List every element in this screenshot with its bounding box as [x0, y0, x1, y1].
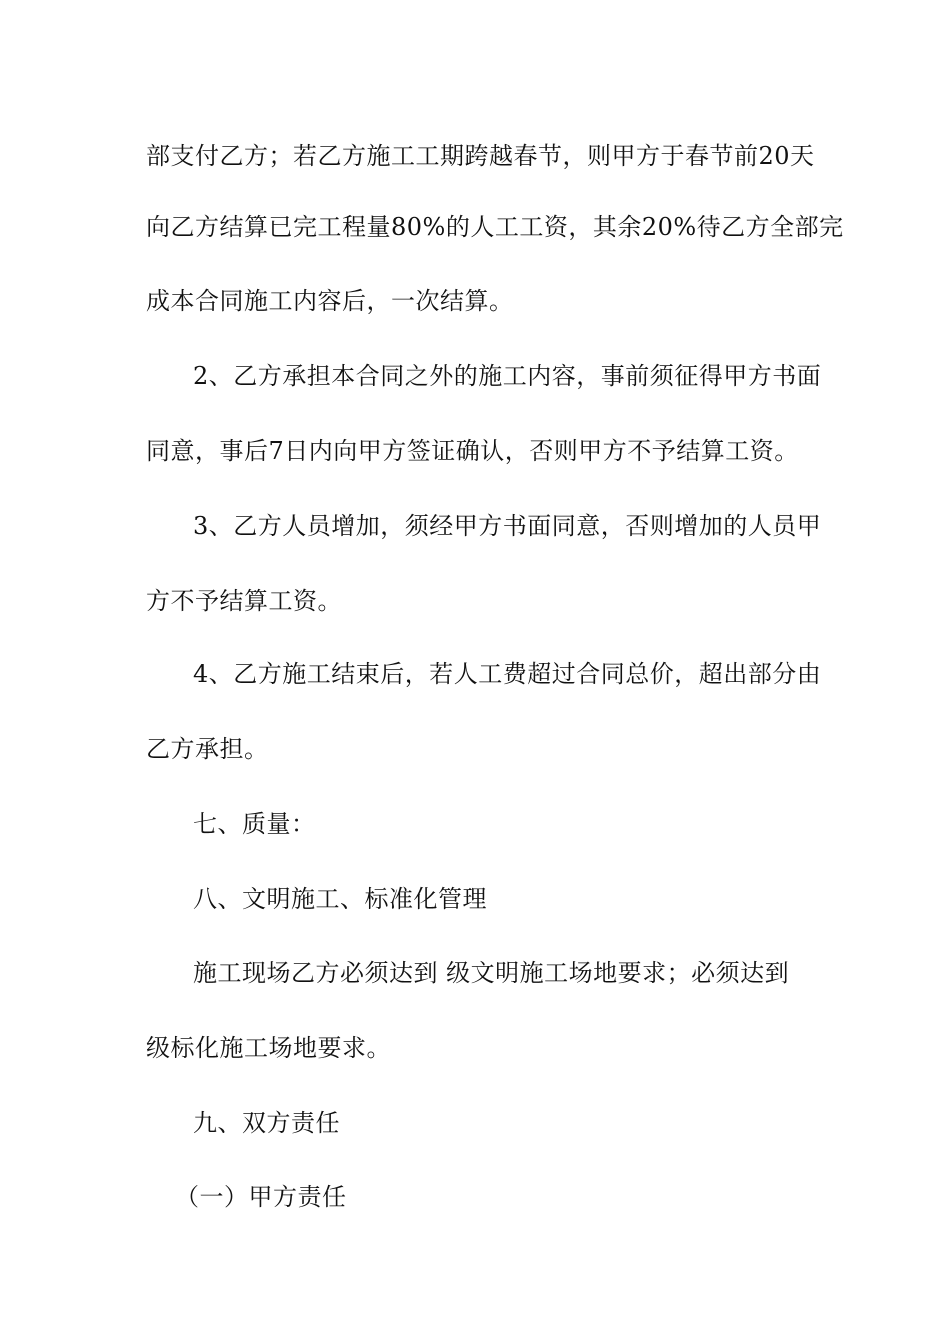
- paragraph-line: 方不予结算工资。: [146, 587, 342, 615]
- clause-4-line: 4、乙方施工结束后，若人工费超过合同总价，超出部分由: [193, 660, 822, 688]
- clause-3-line: 3、乙方人员增加，须经甲方书面同意，否则增加的人员甲: [193, 512, 822, 540]
- paragraph-line: 向乙方结算已完工程量80%的人工工资，其余20%待乙方全部完: [146, 213, 844, 241]
- section-heading-civilized-construction: 八、文明施工、标准化管理: [193, 885, 487, 913]
- paragraph-line: 乙方承担。: [146, 735, 269, 763]
- clause-2-line: 2、乙方承担本合同之外的施工内容，事前须征得甲方书面: [193, 362, 822, 390]
- section-heading-quality: 七、质量：: [193, 810, 316, 838]
- paragraph-line: 部支付乙方；若乙方施工工期跨越春节，则甲方于春节前20天: [146, 142, 815, 170]
- paragraph-line: 施工现场乙方必须达到 级文明施工场地要求；必须达到: [193, 959, 790, 987]
- paragraph-line: 级标化施工场地要求。: [146, 1034, 391, 1062]
- paragraph-line: 成本合同施工内容后，一次结算。: [146, 287, 514, 315]
- section-heading-responsibilities: 九、双方责任: [193, 1109, 340, 1137]
- subsection-heading-party-a: （一）甲方责任: [175, 1183, 347, 1211]
- paragraph-line: 同意，事后7日内向甲方签证确认，否则甲方不予结算工资。: [146, 437, 799, 465]
